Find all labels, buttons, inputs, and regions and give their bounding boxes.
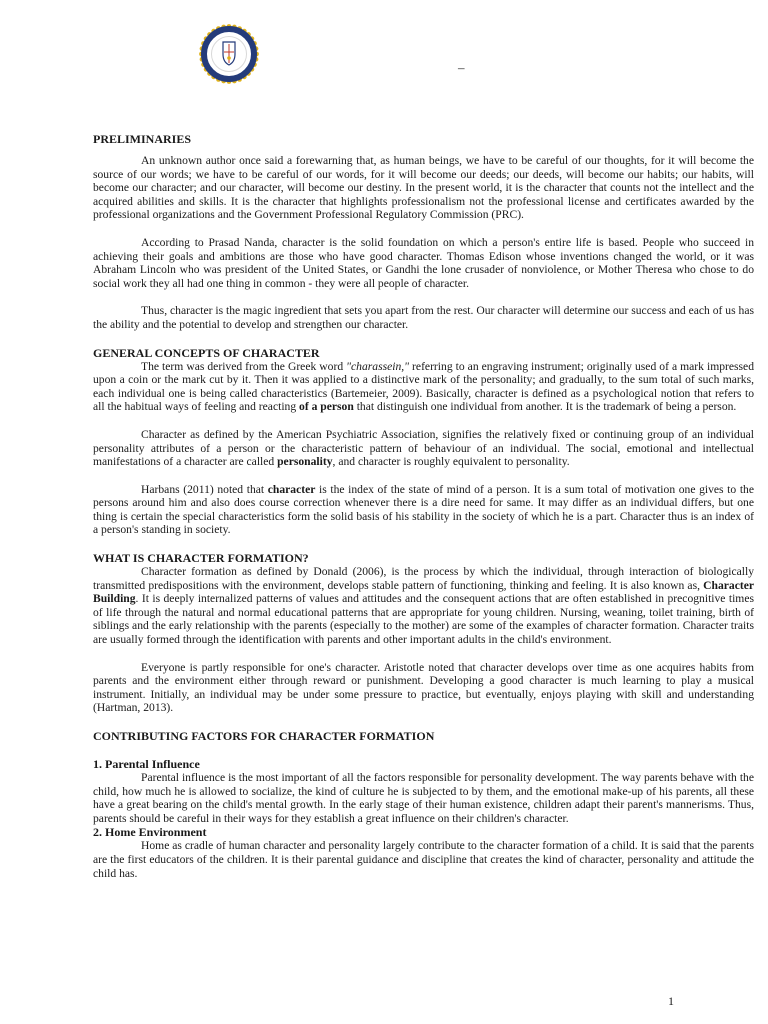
paragraph-parental-influence: Parental influence is the most important of all the factors responsible for personality development. The way parents behave with the child, how much he is allowed to socialize, the kind of culture he is subjected to by them, and the emotional make-up of his parents, all these have a great bearing on the child's mental growth. In the early stage of their human existence, children adapt their parent's mannerisms. Thus, parents should be careful in their ways for they establish a great influence on their children's character. xyxy=(93,771,754,825)
subheading-parental-influence: 1. Parental Influence xyxy=(93,757,200,771)
institution-seal-logo xyxy=(199,24,259,84)
paragraph-home-environment: Home as cradle of human character and personality largely contribute to the character formation of a child. It is said that the parents are the first educators of the children. It is their parental guidance and discipline that creates the kind of character, personality and attitude the child has. xyxy=(93,839,754,880)
paragraph-general-1: The term was derived from the Greek word "charassein," referring to an engraving instrument; originally used of a mark impressed upon a coin or the mark cut by it. Then it was applied to a distinctive mark of the personality; and gradually, to the sum total of such marks, each individual one is being called characteristics (Bartemeier, 2009). Basically, character is defined as a psychological notion that refers to all the habitual ways of feeling and reacting of a person that distinguish one individual from another. It is the trademark of being a person. xyxy=(93,359,754,414)
heading-preliminaries: PRELIMINARIES xyxy=(93,132,192,146)
document-body xyxy=(93,132,754,880)
paragraph-formation-1: Character formation as defined by Donald (2006), is the process by which the individual, through interaction of biologically transmitted predispositions with the environment, develops stable pattern of functioning, thinking and feeling. It is also known as, Character Building. It is deeply internalized patterns of values and attitudes and the consequent actions that are often established in precognitive times of life through the natural and normal educational patterns that are appropriate for young children. Nursing, weaning, toilet training, birth of siblings and the early relationship with the parents (especially to the mother) are some of the examples of character formation. Character traits are usually formed through the identification with parents and other important adults in the child's environment. xyxy=(93,565,754,647)
paragraph-formation-2: Everyone is partly responsible for one's character. Aristotle noted that character develops over time as one acquires habits from parents and the environment either through reward or punishment. Developing a good character is much learning to play a musical instrument. Initially, an individual may be under some pressure to practice, but eventually, enjoys playing with skill and understanding (Hartman, 2013). xyxy=(93,660,754,715)
paragraph-general-3: Harbans (2011) noted that character is the index of the state of mind of a person. It is a sum total of motivation one gives to the persons around him and also does course correction whenever there is a dire need for same. It may differ as an individual differs, but one thing is certain the special characteristics form the solid basis of his stability in the society of which he is a part. Character thus is an index of a person's standing in society. xyxy=(93,482,754,537)
header-dash: – xyxy=(458,60,465,75)
subheading-home-environment: 2. Home Environment xyxy=(93,825,207,840)
heading-contributing-factors: CONTRIBUTING FACTORS FOR CHARACTER FORMATION xyxy=(93,729,435,743)
paragraph-preliminaries-3: Thus, character is the magic ingredient that sets you apart from the rest. Our character will determine our success and each of us has the ability and the potential to develop and strengthen our character. xyxy=(93,304,754,331)
page-number: 1 xyxy=(668,994,674,1008)
paragraph-general-2: Character as defined by the American Psychiatric Association, signifies the relatively fixed or continuing group of an individual personality attributes of a person or the characteristic pattern of behaviour of an individual. The social, emotional and intellectual manifestations of a character are called personality, and character is roughly equivalent to personality. xyxy=(93,427,754,469)
heading-general-concepts: GENERAL CONCEPTS OF CHARACTER xyxy=(93,345,320,360)
heading-character-formation: WHAT IS CHARACTER FORMATION? xyxy=(93,551,309,566)
paragraph-preliminaries-2: According to Prasad Nanda, character is the solid foundation on which a person's entire life is based. People who succeed in achieving their goals and ambitions are those who have good character. Thomas Edison whose inventions changed the world, or it was Abraham Lincoln who was president of the United States, or Gandhi the lone crusader of nonviolence, or Mother Theresa who chose to do social work they all had one thing in common - they were all people of character. xyxy=(93,235,754,290)
paragraph-preliminaries-1: An unknown author once said a forewarning that, as human beings, we have to be careful of our thoughts, for it will become the source of our words; we have to be careful of our words, for it will become our deeds; our deeds, will become our habits; our habits, will become our character; and our character, will become our destiny. In the present world, it is the character that counts not the intellect and the acquired abilities and skills. It is the character that highlights professionalism not the professional license and certificates awarded by the professional organizations and the Government Professional Regulatory Commission (PRC). xyxy=(93,154,754,222)
